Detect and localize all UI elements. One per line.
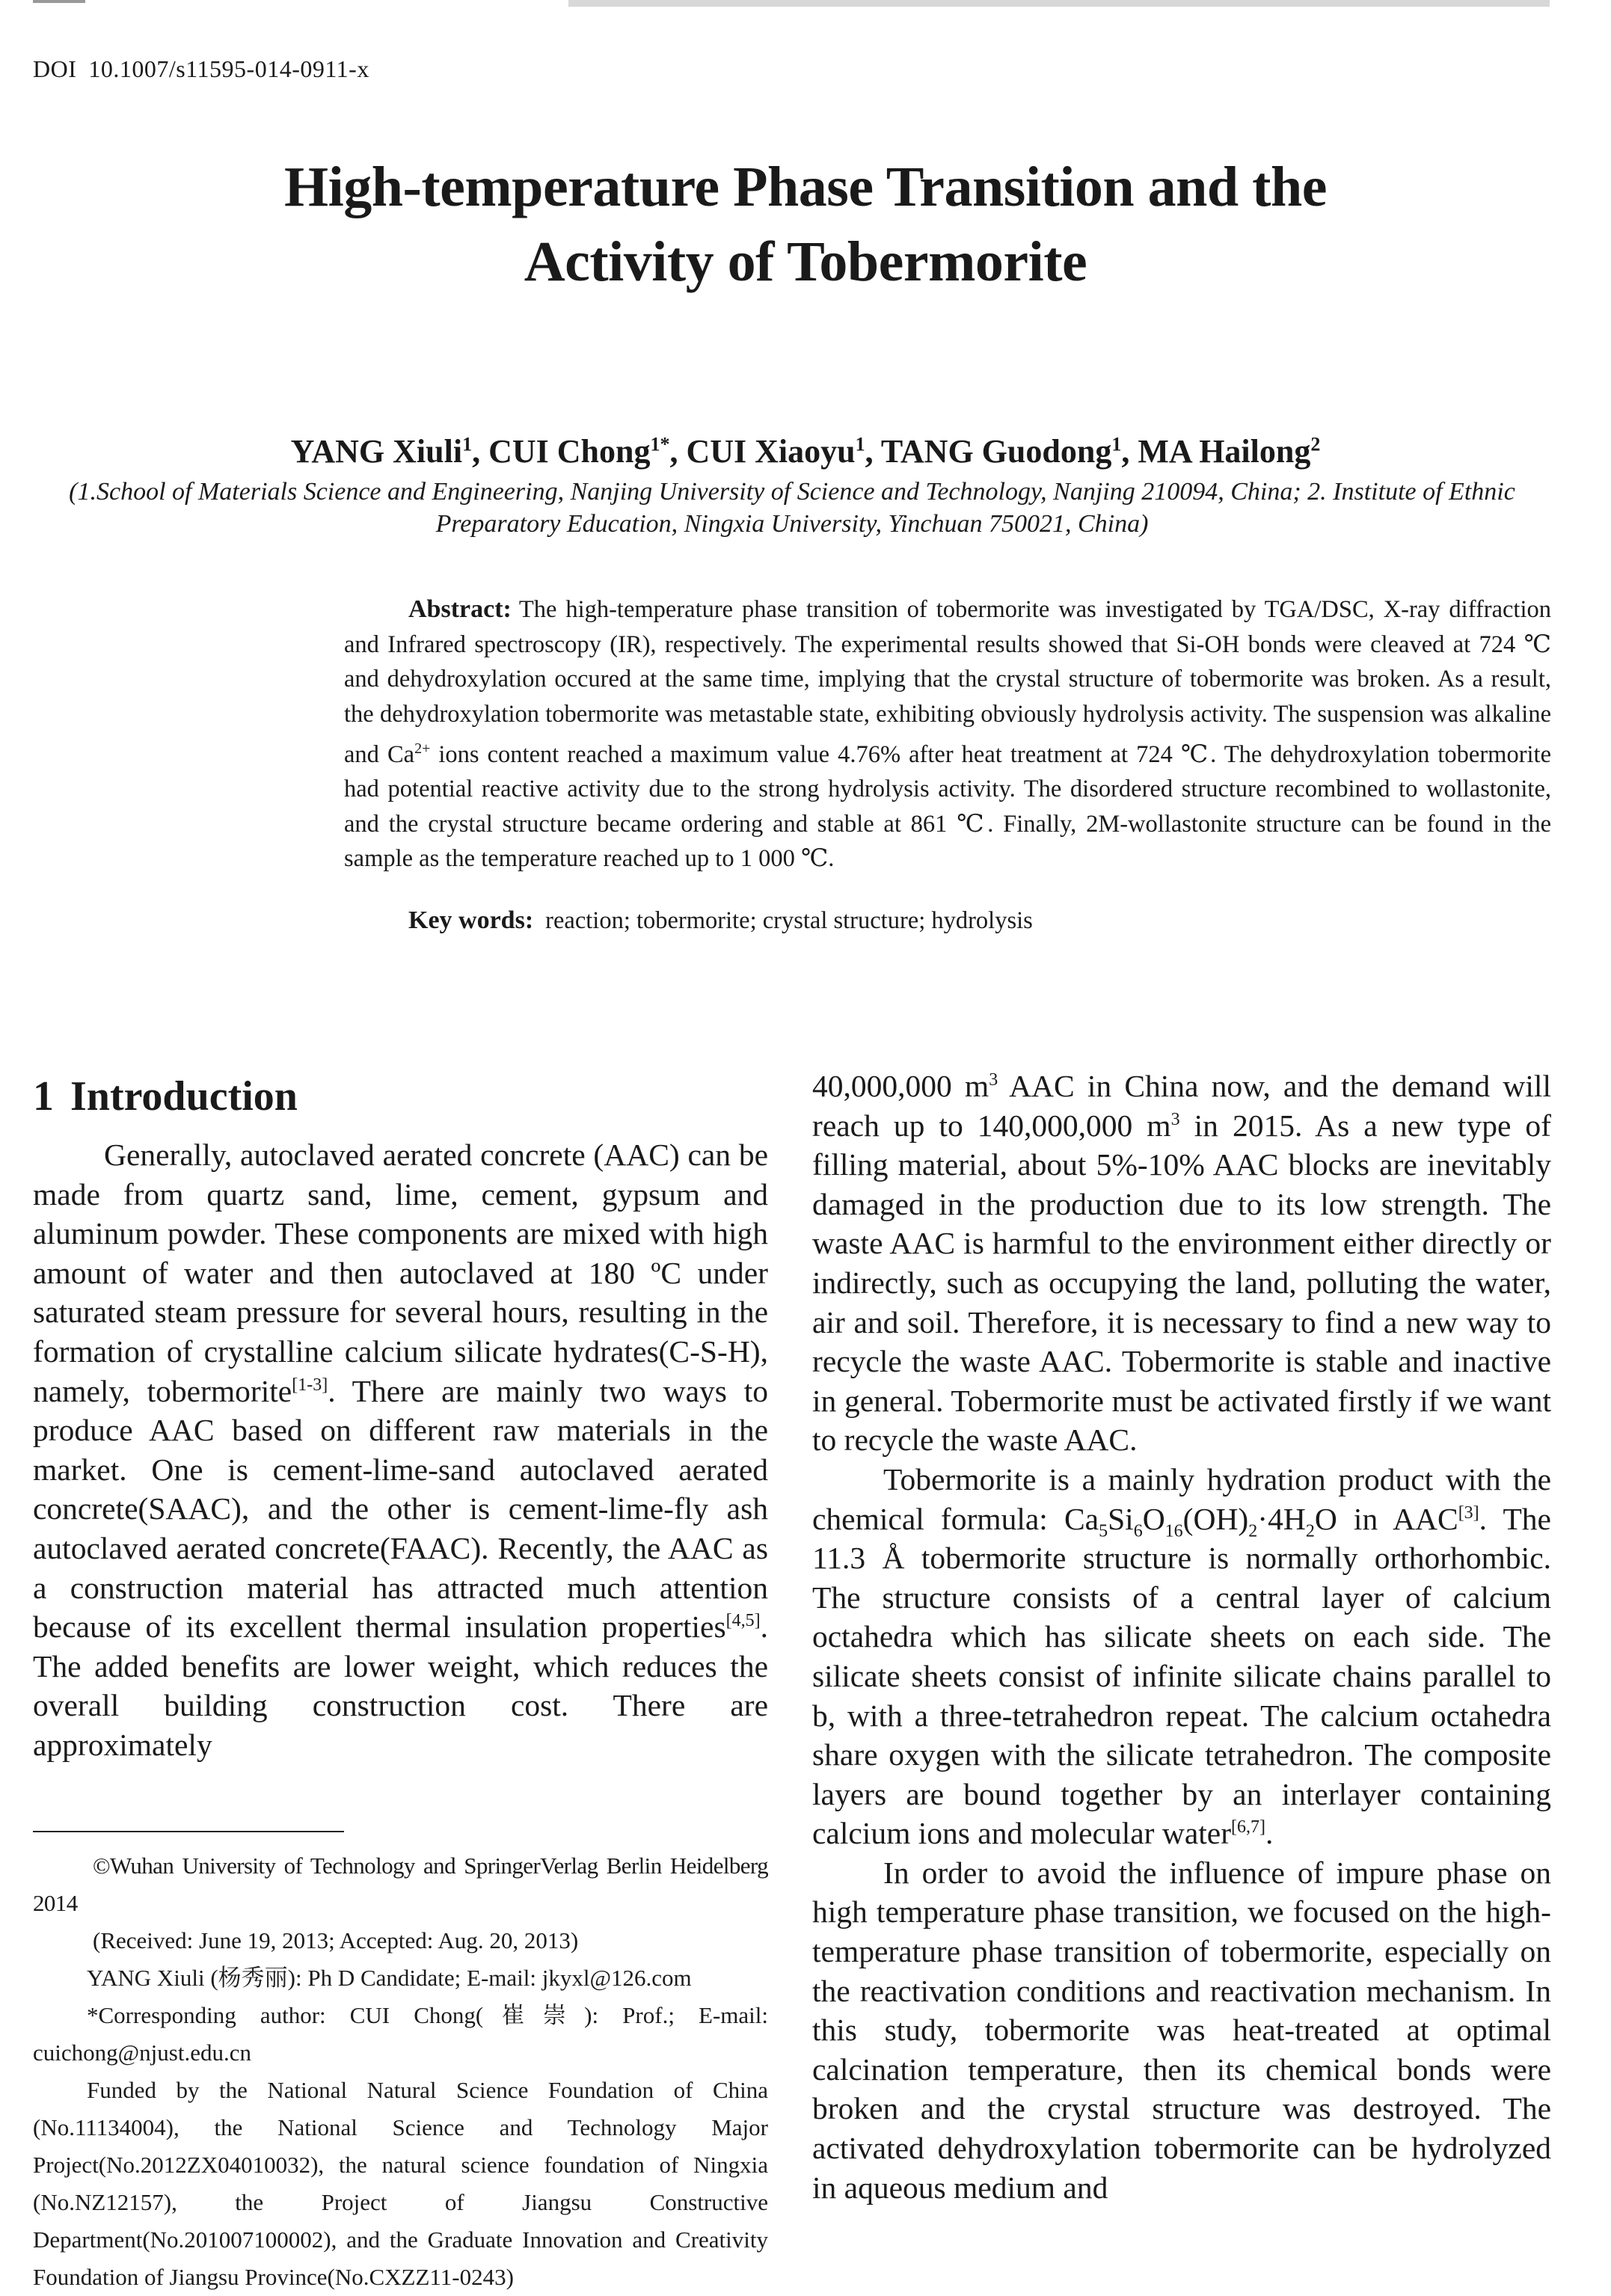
formula-subscript: 2 xyxy=(1248,1520,1258,1541)
author-affil-mark: 1 xyxy=(1111,433,1122,455)
intro-r1-text-c: in 2015. As a new type of filling material, about 5%-10% AAC blocks are inevitably damaged in the production due to its low strength. The waste AAC is harmful to the environment either directly or indirectly, such as occupying the land, polluting the water, air and soil. Therefore, it is necessary to find a new way to recycle the waste AAC. Tobermorite is stable and inactive in general. Tobermorite must be activated firstly if we want to recycle the waste AAC. xyxy=(812,1108,1551,1458)
doi-label: DOI xyxy=(33,55,77,82)
unit-exponent: 3 xyxy=(989,1070,998,1090)
funding-note: Funded by the National Natural Science Foundation of China (No.11134004), the National Science and Technology Major Project(No.2012ZX04010032), the natural science foundation of Ningxia (No.NZ12157), the Project of Jiangsu Constructive Department(No.201007100002), and the Graduate Innovation and Creativity Foundation of Jiangsu Province(No.CXZZ11-0243) xyxy=(33,2077,768,2290)
intro-paragraph-3 xyxy=(812,1460,1551,1853)
left-column xyxy=(33,1066,768,1765)
page-number-fragment xyxy=(33,0,85,3)
abstract-label: Abstract: xyxy=(408,595,512,623)
formula-subscript: 5 xyxy=(1099,1520,1108,1541)
keywords-line xyxy=(408,906,1033,935)
calcium-ion-charge: 2+ xyxy=(414,740,431,757)
intro-r1-text-a: 40,000,000 m xyxy=(812,1069,989,1103)
author-name: CUI Chong xyxy=(488,433,651,470)
footnote-divider xyxy=(33,1831,344,1832)
title-line-2: Activity of Tobermorite xyxy=(524,230,1087,293)
intro-p1-text-c: . The added benefits are lower weight, which reduces the overall building construction cost. There are approximately xyxy=(33,1609,768,1762)
keywords-label: Key words: xyxy=(408,906,534,934)
formula-subscript: 6 xyxy=(1133,1520,1143,1541)
formula-part: ·4H xyxy=(1257,1501,1306,1536)
citation: [1-3] xyxy=(292,1375,328,1395)
intro-p1-text-b: . There are mainly two ways to produce AAC based on different raw materials in the market. One is cement-lime-sand autoclaved aerated concrete(SAAC), and the other is cement-lime-fly ash autoclaved aerated concrete(FAAC). Recently, the AAC as a construction material has attracted much attention because of its excellent thermal insulation properties xyxy=(33,1373,769,1645)
footnotes-block xyxy=(33,1847,768,2296)
formula-part: O in AAC xyxy=(1314,1501,1458,1536)
intro-p1-text-a: Generally, autoclaved aerated concrete (AAC) can be made from quartz sand, lime, cement, gypsum and aluminum powder. These components are mixed with high amount of water and then autoclaved at 180 ºC under saturated steam pressure for several hours, resulting in the formation of crystalline calcium silicate hydrates(C-S-H), namely, tobermorite xyxy=(33,1138,768,1408)
author-name: YANG Xiuli xyxy=(290,433,463,470)
author-affil-mark: 1 xyxy=(855,433,865,455)
author-list: YANG Xiuli$^1$, CUI Chong$^{1*}$, CUI Xiaoyu$^1$, TANG Guodong$^1$, MA Hailong$^2$ xyxy=(290,433,1321,470)
section-number: 1 xyxy=(33,1073,54,1120)
formula-subscript: 2 xyxy=(1305,1520,1315,1541)
received-note: (Received: June 19, 2013; Accepted: Aug. 20, 2013) xyxy=(93,1927,579,1953)
intro-paragraph-2 xyxy=(812,1066,1551,1460)
abstract-block xyxy=(344,592,1551,877)
formula-part: (OH) xyxy=(1182,1501,1249,1536)
affiliation-text: (1.School of Materials Science and Engineering, Nanjing University of Science and Technology, Nanjing 210094, China; 2. Institute of Ethnic Preparatory Education, Ningxia University, Yinchuan 750021, China) xyxy=(69,478,1515,538)
abstract-text-2: ions content reached a maximum value 4.76% after heat treatment at 724 ℃. The dehydroxylation tobermorite had potential reactive activity due to the strong hydrolysis activity. The disordered structure recombined to wollastonite, and the crystal structure became ordering and stable at 861 ℃. Finally, 2M-wollastonite structure can be found in the sample as the temperature reached up to 1 000 ℃. xyxy=(344,740,1551,873)
unit-exponent: 3 xyxy=(1170,1109,1180,1129)
citation: [4,5] xyxy=(725,1611,761,1631)
author-note: YANG Xiuli (杨秀丽): Ph D Candidate; E-mail: jkyxl@126.com xyxy=(87,1965,692,1991)
intro-r1-text-b: AAC in China now, and the demand will reach up to 140,000,000 m xyxy=(812,1069,1551,1143)
formula-part: Si xyxy=(1108,1501,1134,1536)
keywords-text: reaction; tobermorite; crystal structure; hydrolysis xyxy=(545,907,1033,934)
intro-paragraph-4: In order to avoid the influence of impure phase on high temperature phase transition, we focused on the high-temperature phase transition of tobermorite, especially on the reactivation conditions and reactivation mechanism. In this study, tobermorite was heat-treated at optimal calcination temperature, then its chemical bonds were broken and the crystal structure was destroyed. The activated dehydroxylation tobermorite can be hydrolyzed in aqueous medium and xyxy=(812,1855,1551,2205)
author-affil-mark: 2 xyxy=(1310,433,1321,455)
paper-title xyxy=(0,150,1611,299)
formula-part: O xyxy=(1142,1501,1165,1536)
section-title: Introduction xyxy=(70,1073,298,1120)
author-affil-mark: 1* xyxy=(650,433,670,455)
author-name: CUI Xiaoyu xyxy=(686,433,856,470)
intro-r2-text-b: . The 11.3 Å tobermorite structure is normally orthorhombic. The structure consists of a central layer of calcium octahedra which has silicate sheets on each side. The silicate sheets consist of infinite silicate chains parallel to b, with a three-tetrahedron repeat. The calcium octahedra share oxygen with the silicate tetrahedron. The composite layers are bound together by an interlayer containing calcium ions and molecular water xyxy=(812,1501,1551,1851)
title-line-1: High-temperature Phase Transition and the xyxy=(284,156,1327,218)
right-column xyxy=(812,1066,1551,2207)
citation: [6,7] xyxy=(1231,1817,1266,1838)
intro-paragraph-1 xyxy=(33,1135,768,1765)
doi-line xyxy=(33,55,369,83)
author-name: MA Hailong xyxy=(1138,433,1311,470)
intro-r2-text-a: Tobermorite is a mainly hydration product with the chemical formula: Ca xyxy=(812,1461,1551,1536)
page-top-header-bar xyxy=(0,0,1611,9)
abstract-text-1: The high-temperature phase transition of tobermorite was investigated by TGA/DSC, X-ray diffraction and Infrared spectroscopy (IR), respectively. The experimental results showed that Si-OH bonds were cleaved at 724 ℃ and dehydroxylation occured at the same time, implying that the crystal structure of tobermorite was broken. As a result, the dehydroxylation tobermorite was metastable state, exhibiting obviously hydrolysis activity. The suspension was alkaline and Ca xyxy=(344,596,1551,768)
copyright-note: ©Wuhan University of Technology and SpringerVerlag Berlin Heidelberg 2014 xyxy=(33,1853,768,1916)
running-header-band xyxy=(568,0,1550,7)
section-heading xyxy=(33,1066,768,1126)
author-name: TANG Guodong xyxy=(880,433,1112,470)
intro-r2-text-c: . xyxy=(1265,1816,1274,1851)
citation: [3] xyxy=(1458,1502,1479,1523)
doi-value: 10.1007/s11595-014-0911-x xyxy=(88,55,369,82)
author-affil-mark: 1 xyxy=(462,433,473,455)
corresponding-author-note: *Corresponding author: CUI Chong(崔崇): Prof.; E-mail: cuichong@njust.edu.cn xyxy=(33,2002,768,2066)
formula-subscript: 16 xyxy=(1164,1520,1183,1541)
